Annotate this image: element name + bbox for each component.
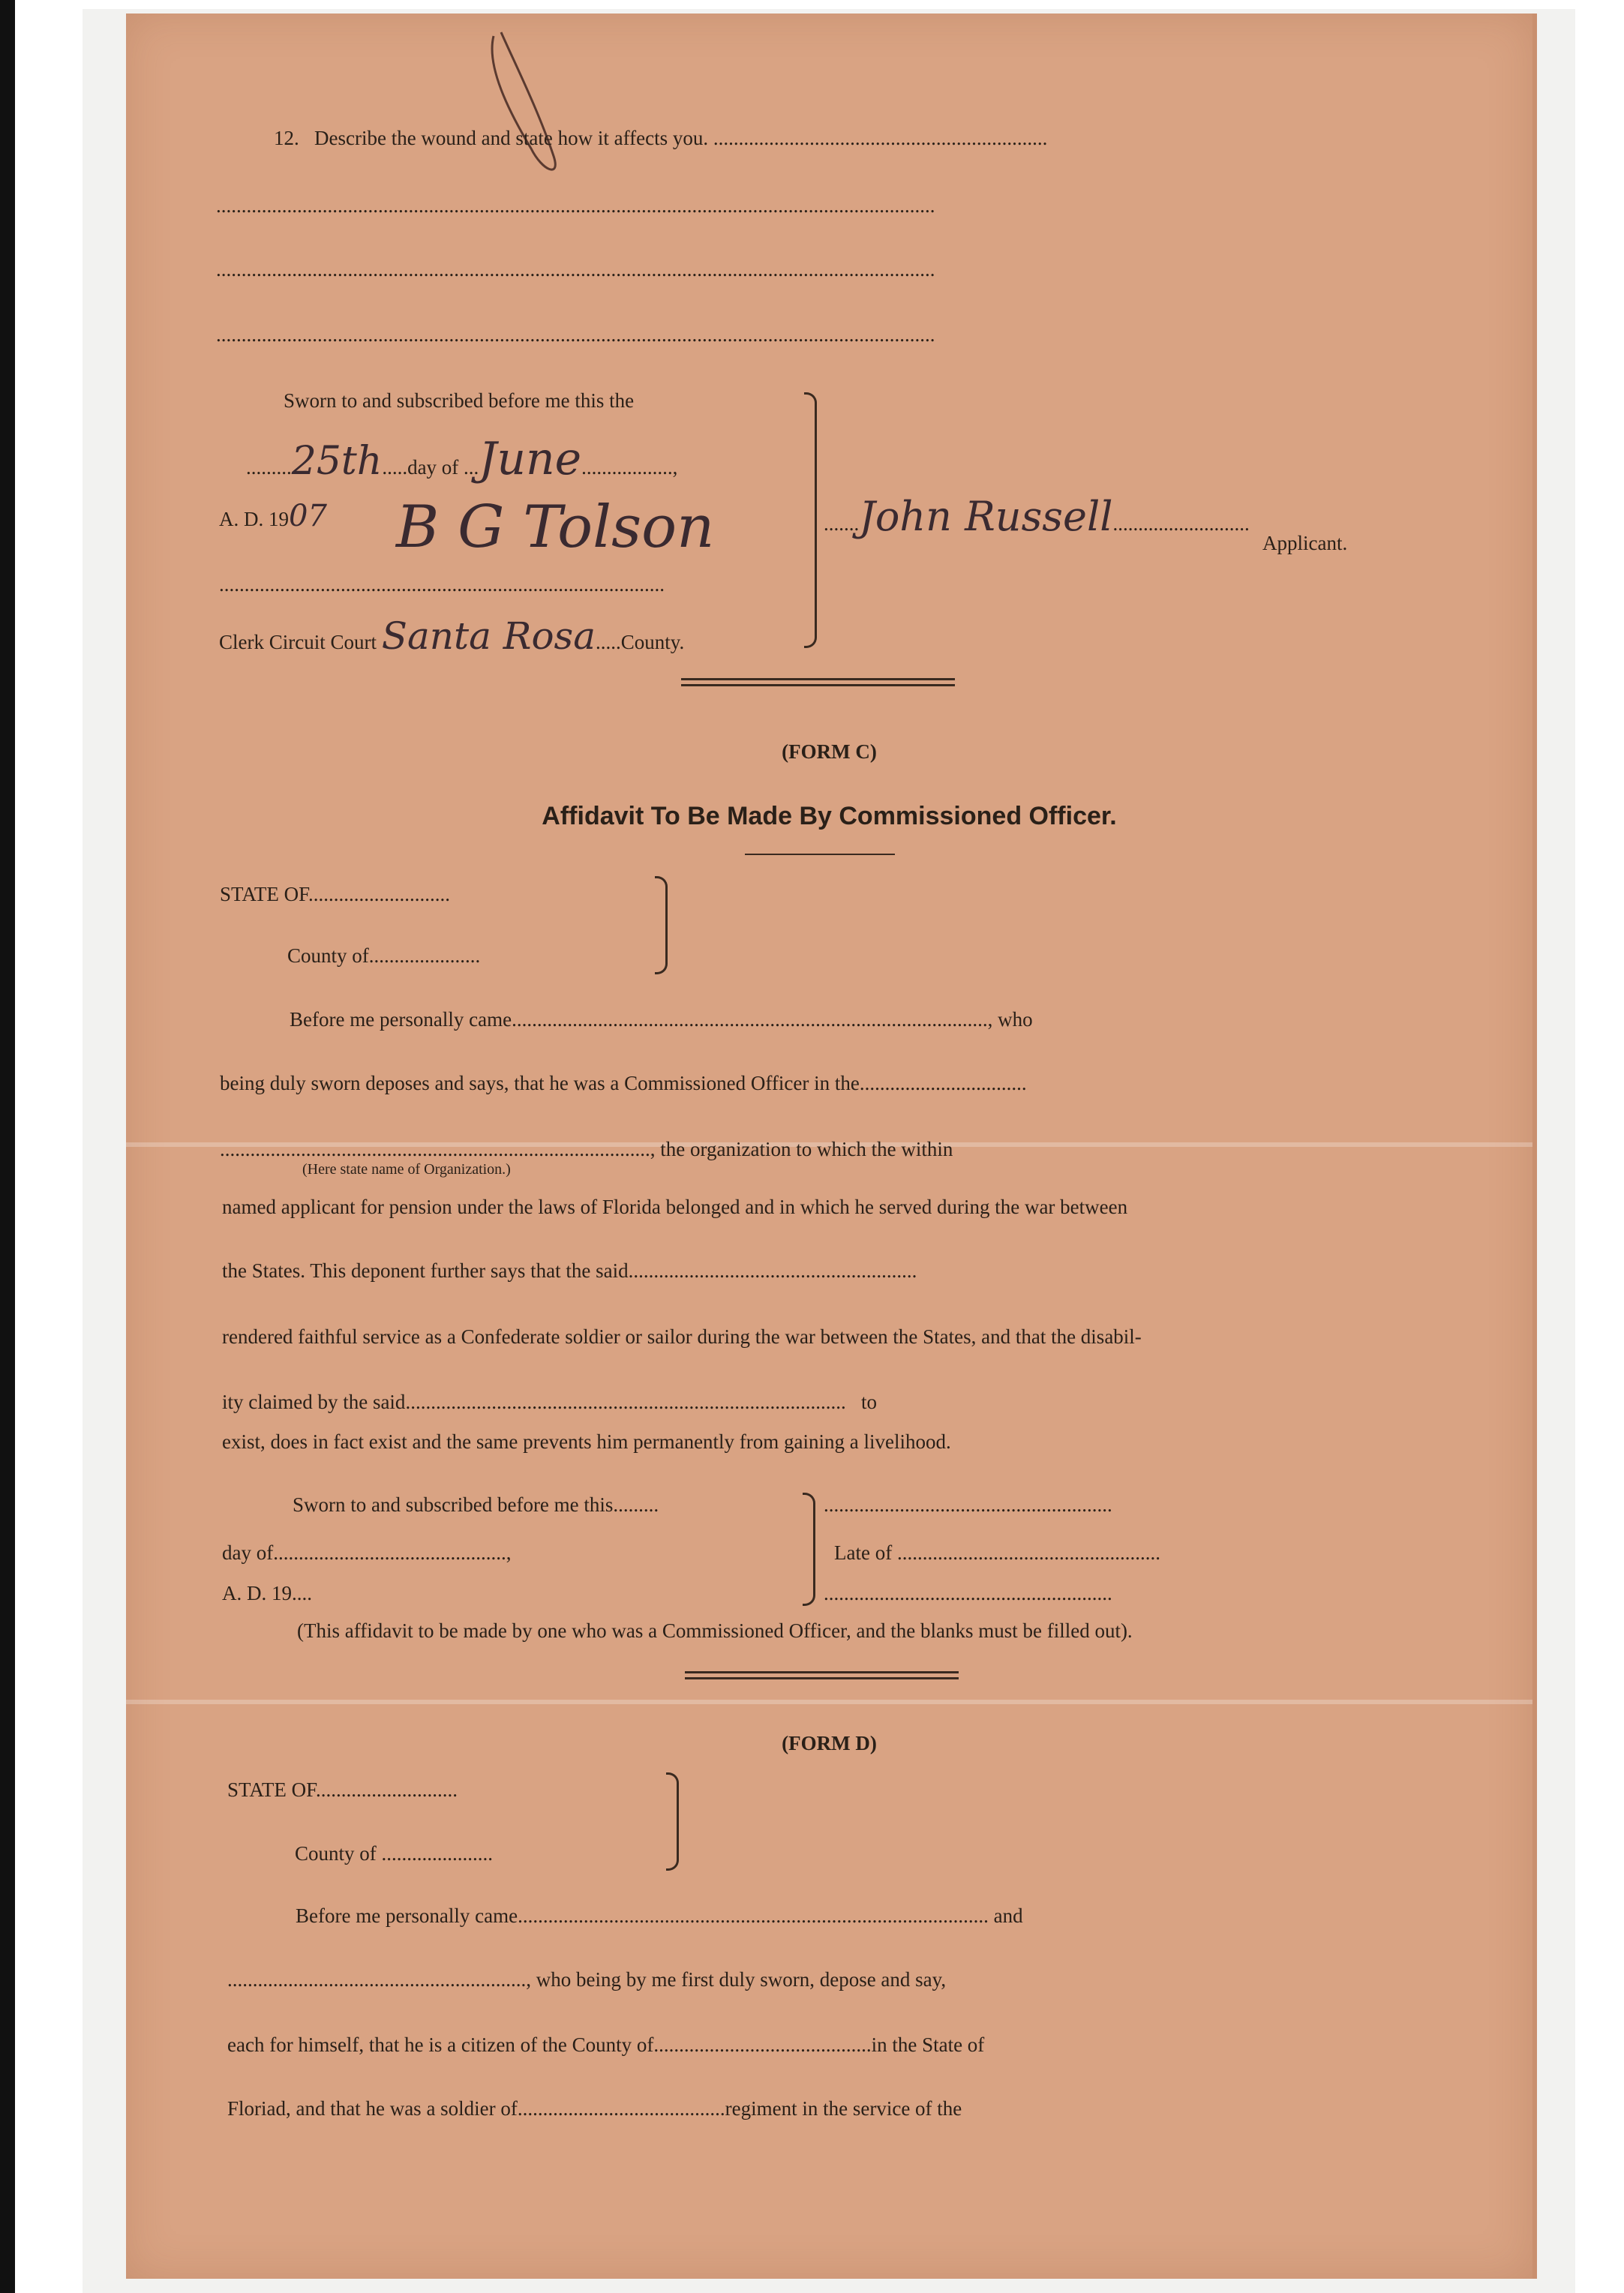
- line-text: Sworn to and subscribed before me this: [293, 1493, 614, 1516]
- line-text: the States. This deponent further says that the said: [222, 1259, 629, 1282]
- document-page: [126, 14, 1537, 2279]
- signature-line: .........................................................: [824, 1493, 1112, 1516]
- form-d-state-line: STATE OF............................: [227, 1778, 458, 1801]
- form-d-floriad-line: Floriad, and that he was a soldier of.........................................regiment in the service of the: [227, 2097, 962, 2120]
- state-brace: [655, 876, 668, 974]
- answer-line: ..............................................................................................................................................: [216, 323, 935, 346]
- divider-double: [681, 678, 955, 680]
- county-of-label: County of: [287, 944, 369, 967]
- form-d-who-line: ..........................................................., who being by me first duly sworn, depose and say,: [227, 1968, 947, 1991]
- answer-line: ..............................................................................................................................................: [216, 258, 935, 281]
- state-of-label: STATE OF: [227, 1778, 316, 1801]
- form-c-ity-line: ity claimed by the said....................................................................................... to: [222, 1391, 877, 1413]
- year-value: 07: [289, 499, 327, 533]
- line-text: being duly sworn deposes and says, that he was a Commissioned Officer in the: [220, 1072, 860, 1094]
- org-hint: (Here state name of Organization.): [302, 1161, 511, 1178]
- question-number: 12.: [274, 127, 299, 149]
- form-c-title: Affidavit To Be Made By Commissioned Officer.: [542, 802, 1117, 830]
- year-label: A. D. 19: [219, 508, 289, 530]
- line-text: and: [993, 1904, 1023, 1927]
- form-d-each-line: each for himself, that he is a citizen of the County of...........................................in the State of: [227, 2033, 985, 2056]
- divider-double: [685, 1677, 959, 1679]
- line-text: Late of: [834, 1541, 893, 1564]
- line-text: in the State of: [871, 2033, 985, 2056]
- applicant-signature: John Russell: [859, 493, 1113, 540]
- signature-line: .........................................................: [824, 1582, 1112, 1604]
- form-c-sworn-line: Sworn to and subscribed before me this.........: [293, 1493, 659, 1516]
- form-c-label: (FORM C): [782, 740, 877, 763]
- jurat-brace: [804, 392, 817, 648]
- county-value: Santa Rosa: [381, 614, 596, 658]
- divider-double: [685, 1671, 959, 1673]
- form-c-state-line: STATE OF............................: [220, 883, 450, 905]
- answer-line: ..............................................................................................................................................: [216, 194, 935, 217]
- line-text: to: [860, 1391, 877, 1413]
- form-c-states-line: the States. This deponent further says that the said.........................................................: [222, 1259, 917, 1282]
- question-12: [274, 126, 1047, 150]
- county-label: County.: [620, 631, 685, 653]
- county-of-label: County of: [295, 1842, 377, 1865]
- jurat-sworn-line: Sworn to and subscribed before me this the: [284, 389, 635, 412]
- paperclip-mark: [479, 21, 569, 201]
- late-of-line: Late of ....................................................: [834, 1541, 1160, 1564]
- jurat-day-line: .........25th.....day of ...June..................,: [246, 433, 678, 485]
- form-c-dayof-line: day of..............................................,: [222, 1541, 512, 1564]
- divider-double: [681, 684, 955, 686]
- line-text: day of: [222, 1541, 274, 1564]
- form-d-before-line: Before me personally came............................................................................................. and: [296, 1904, 1023, 1927]
- line-text: , who: [987, 1008, 1033, 1031]
- jurat-year-line: [219, 499, 327, 533]
- form-c-before-line: Before me personally came.............................................................................................., who: [290, 1008, 1033, 1031]
- line-text: ity claimed by the said: [222, 1391, 406, 1413]
- form-d-label: (FORM D): [782, 1732, 877, 1754]
- line-text: , who being by me first duly sworn, depose and say,: [526, 1968, 947, 1991]
- form-c-note: (This affidavit to be made by one who was a Commissioned Officer, and the blanks must be filled out).: [297, 1619, 1133, 1642]
- sworn-brace: [803, 1493, 815, 1606]
- applicant-label: Applicant.: [1262, 532, 1348, 554]
- clerk-line: Clerk Circuit Court Santa Rosa.....County.: [219, 614, 685, 658]
- clerk-dotted-line: ........................................................................................: [219, 573, 665, 596]
- line-text: Before me personally came: [290, 1008, 512, 1031]
- line-text: each for himself, that he is a citizen of the County of: [227, 2033, 654, 2056]
- scan-edge: [0, 0, 15, 2293]
- line-text: Floriad, and that he was a soldier of: [227, 2097, 518, 2120]
- form-c-named-line: named applicant for pension under the laws of Florida belonged and in which he served during the war between: [222, 1196, 1128, 1218]
- form-d-county-line: County of ......................: [295, 1842, 494, 1865]
- line-text: regiment in the service of the: [725, 2097, 962, 2120]
- title-underline: [745, 854, 895, 855]
- clerk-label: Clerk Circuit Court: [219, 631, 377, 653]
- form-c-rendered-line: rendered faithful service as a Confederate soldier or sailor during the war between the States, and that the disabil-: [222, 1325, 1142, 1348]
- form-c-ad-line: A. D. 19....: [222, 1582, 312, 1604]
- question-text: Describe the wound and state how it affects you.: [314, 127, 709, 149]
- form-c-org-line: ....................................................................................., the organization to which the within: [220, 1138, 953, 1160]
- form-c-county-line: County of......................: [287, 944, 481, 967]
- paper-fold: [126, 1700, 1532, 1704]
- state-brace: [666, 1772, 679, 1871]
- month-value: June: [479, 433, 582, 485]
- applicant-line: .......John Russell...........................: [824, 493, 1250, 540]
- form-c-being-line: being duly sworn deposes and says, that he was a Commissioned Officer in the.................................: [220, 1072, 1027, 1094]
- dotted-leader: ..................................................................: [713, 127, 1048, 149]
- day-label: day of: [407, 456, 459, 479]
- line-text: Before me personally came: [296, 1904, 518, 1927]
- line-text: , the organization to which the within: [650, 1138, 953, 1160]
- form-c-exist-line: exist, does in fact exist and the same prevents him permanently from gaining a livelihood.: [222, 1430, 951, 1453]
- clerk-signature: B G Tolson: [396, 494, 715, 561]
- state-of-label: STATE OF: [220, 883, 308, 905]
- day-value: 25th: [291, 439, 383, 484]
